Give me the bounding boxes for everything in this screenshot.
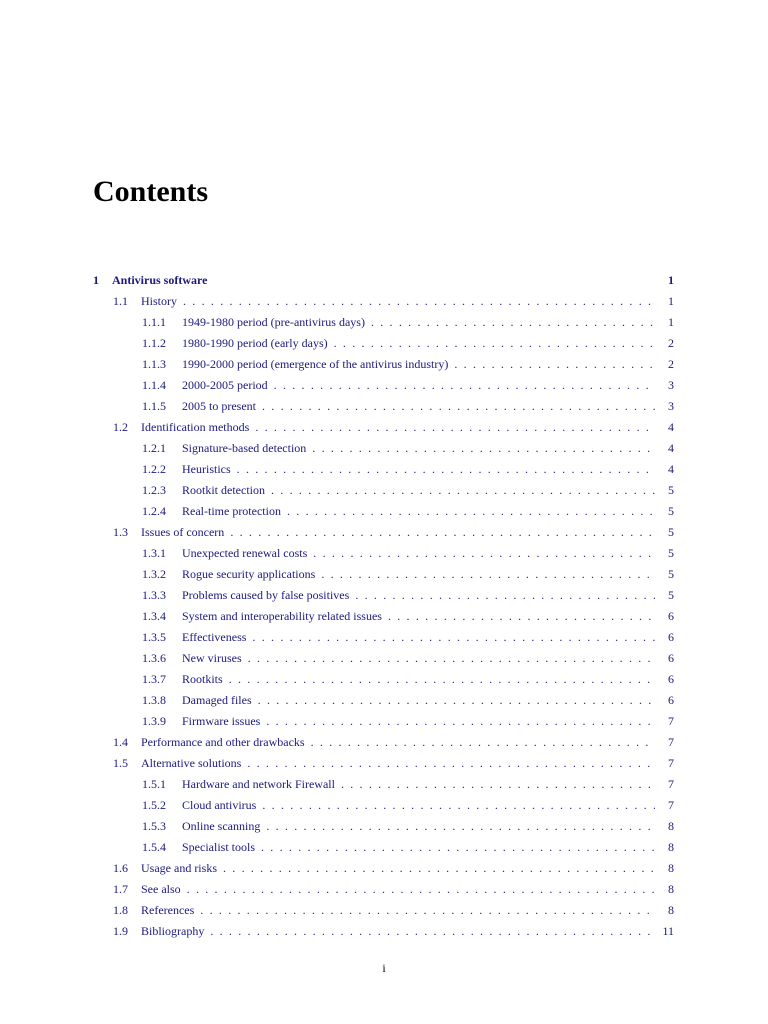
toc-entry[interactable] (0, 375, 768, 396)
toc-entry-line (182, 606, 655, 627)
toc-entry[interactable] (0, 417, 768, 438)
toc-entry-line (141, 417, 655, 438)
toc-entry-number: 1.5.3 (142, 819, 166, 833)
toc-entry[interactable] (0, 354, 768, 375)
toc-entry-number: 1.8 (113, 903, 128, 917)
toc-entry-line (182, 375, 655, 396)
dot-leader (262, 795, 655, 816)
table-of-contents (0, 270, 768, 942)
toc-entry-number: 1.1 (113, 294, 128, 308)
toc-entry-line (182, 774, 655, 795)
dot-leader (230, 522, 655, 543)
toc-entry-page[interactable]: 2 (668, 357, 674, 371)
toc-entry-line (182, 333, 655, 354)
dot-leader (252, 627, 655, 648)
toc-entry-label[interactable]: Specialist tools (182, 837, 261, 858)
toc-entry-page[interactable]: 3 (668, 378, 674, 392)
toc-entry-number: 1.3.8 (142, 693, 166, 707)
toc-entry[interactable] (0, 543, 768, 564)
toc-entry-label[interactable]: Antivirus software (112, 270, 213, 291)
toc-entry-number: 1.2.4 (142, 504, 166, 518)
toc-entry[interactable] (0, 900, 768, 921)
toc-entry[interactable] (0, 459, 768, 480)
toc-entry-line (141, 858, 655, 879)
toc-entry-line (182, 501, 655, 522)
toc-entry[interactable] (0, 606, 768, 627)
dot-leader (187, 879, 655, 900)
toc-entry-number: 1.3.1 (142, 546, 166, 560)
toc-entry-page[interactable]: 6 (668, 609, 674, 623)
toc-entry-page[interactable]: 5 (668, 504, 674, 518)
toc-entry-page[interactable]: 5 (668, 483, 674, 497)
toc-entry-page[interactable]: 5 (668, 525, 674, 539)
toc-entry-line (141, 900, 655, 921)
toc-entry-label[interactable]: Issues of concern (141, 522, 230, 543)
toc-entry-line (182, 354, 655, 375)
toc-entry[interactable] (0, 438, 768, 459)
toc-entry-line (182, 711, 655, 732)
toc-entry-page[interactable]: 11 (662, 924, 674, 938)
toc-entry-line (182, 627, 655, 648)
toc-entry[interactable] (0, 837, 768, 858)
dot-leader (229, 669, 655, 690)
toc-entry-label[interactable]: Bibliography (141, 921, 210, 942)
toc-entry-label[interactable]: 2005 to present (182, 396, 262, 417)
toc-entry-number: 1.3 (113, 525, 128, 539)
toc-entry-label[interactable]: 1949-1980 period (pre-antivirus days) (182, 312, 371, 333)
toc-entry-line (141, 753, 655, 774)
toc-entry-line (182, 816, 655, 837)
toc-entry-label[interactable]: Rogue security applications (182, 564, 321, 585)
toc-entry[interactable] (0, 711, 768, 732)
toc-entry-number: 1.5 (113, 756, 128, 770)
toc-entry-number: 1.1.5 (142, 399, 166, 413)
toc-entry[interactable] (0, 648, 768, 669)
toc-entry-label[interactable]: 1980-1990 period (early days) (182, 333, 334, 354)
toc-entry-label[interactable]: Performance and other drawbacks (141, 732, 311, 753)
toc-entry[interactable] (0, 690, 768, 711)
toc-entry-label[interactable]: Usage and risks (141, 858, 223, 879)
toc-entry-label[interactable]: Rootkits (182, 669, 229, 690)
dot-leader (258, 690, 655, 711)
dot-leader (454, 354, 655, 375)
toc-entry-line (182, 396, 655, 417)
toc-entry-number: 1.4 (113, 735, 128, 749)
toc-entry-page[interactable]: 8 (668, 840, 674, 854)
toc-entry-line (182, 312, 655, 333)
toc-entry-label[interactable]: Identification methods (141, 417, 255, 438)
toc-entry[interactable] (0, 585, 768, 606)
toc-entry-page[interactable]: 4 (668, 462, 674, 476)
dot-leader (388, 606, 655, 627)
toc-entry-label[interactable]: Unexpected renewal costs (182, 543, 313, 564)
toc-entry-number: 1.3.5 (142, 630, 166, 644)
toc-entry[interactable] (0, 858, 768, 879)
toc-entry-page[interactable]: 1 (668, 273, 674, 287)
dot-leader (237, 459, 655, 480)
toc-entry[interactable] (0, 291, 768, 312)
toc-entry-line (141, 879, 655, 900)
dot-leader (287, 501, 655, 522)
toc-entry[interactable] (0, 774, 768, 795)
dot-leader (312, 438, 655, 459)
toc-entry-page[interactable]: 5 (668, 567, 674, 581)
dot-leader (200, 900, 655, 921)
toc-entry-number: 1.2 (113, 420, 128, 434)
toc-entry-label[interactable]: Alternative solutions (141, 753, 247, 774)
toc-entry-line (141, 522, 655, 543)
dot-leader (210, 921, 655, 942)
toc-entry-label[interactable]: Hardware and network Firewall (182, 774, 341, 795)
toc-entry-label[interactable]: References (141, 900, 200, 921)
dot-leader (271, 480, 655, 501)
toc-entry-label[interactable]: Online scanning (182, 816, 266, 837)
dot-leader (255, 417, 655, 438)
toc-entry-line (182, 669, 655, 690)
toc-entry-line (182, 438, 655, 459)
toc-entry[interactable] (0, 795, 768, 816)
toc-entry-line (182, 585, 655, 606)
toc-entry-number: 1 (93, 273, 99, 287)
toc-entry[interactable] (0, 732, 768, 753)
toc-entry-line (141, 291, 655, 312)
toc-entry-page[interactable]: 6 (668, 693, 674, 707)
toc-entry-number: 1.2.1 (142, 441, 166, 455)
page-number: i (382, 961, 386, 975)
toc-entry-line (141, 921, 655, 942)
toc-entry-page[interactable]: 4 (668, 420, 674, 434)
toc-entry-page[interactable]: 1 (668, 315, 674, 329)
toc-entry-line (182, 459, 655, 480)
toc-entry-number: 1.3.6 (142, 651, 166, 665)
toc-entry[interactable] (0, 627, 768, 648)
toc-entry-number: 1.5.4 (142, 840, 166, 854)
toc-entry-number: 1.3.3 (142, 588, 166, 602)
toc-entry-label[interactable]: Effectiveness (182, 627, 252, 648)
toc-entry-label[interactable]: Cloud antivirus (182, 795, 262, 816)
dot-leader (274, 375, 655, 396)
dot-leader (223, 858, 655, 879)
toc-entry-number: 1.2.2 (142, 462, 166, 476)
toc-entry[interactable] (0, 396, 768, 417)
toc-entry-page[interactable]: 7 (668, 756, 674, 770)
toc-entry-number: 1.2.3 (142, 483, 166, 497)
toc-entry-page[interactable]: 7 (668, 714, 674, 728)
toc-entry-number: 1.9 (113, 924, 128, 938)
toc-entry-number: 1.5.1 (142, 777, 166, 791)
toc-entry-number: 1.3.2 (142, 567, 166, 581)
toc-entry-label[interactable]: System and interoperability related issues (182, 606, 388, 627)
toc-entry-number: 1.3.9 (142, 714, 166, 728)
toc-entry-number: 1.3.4 (142, 609, 166, 623)
toc-entry-page[interactable]: 7 (668, 798, 674, 812)
toc-entry-line (182, 795, 655, 816)
dot-leader (341, 774, 655, 795)
toc-entry-number: 1.1.4 (142, 378, 166, 392)
dot-leader (183, 291, 655, 312)
toc-entry-label[interactable]: Problems caused by false positives (182, 585, 355, 606)
toc-entry-page[interactable]: 2 (668, 336, 674, 350)
toc-entry[interactable] (0, 522, 768, 543)
toc-entry[interactable] (0, 921, 768, 942)
toc-entry-line (182, 543, 655, 564)
toc-entry-label[interactable]: Signature-based detection (182, 438, 312, 459)
dot-leader (313, 543, 655, 564)
toc-entry-page[interactable]: 7 (668, 777, 674, 791)
toc-entry-number: 1.3.7 (142, 672, 166, 686)
toc-entry-page[interactable]: 8 (668, 882, 674, 896)
toc-entry-page[interactable]: 5 (668, 546, 674, 560)
toc-entry-label[interactable]: See also (141, 879, 187, 900)
toc-entry-page[interactable]: 6 (668, 672, 674, 686)
toc-entry-line (112, 270, 655, 291)
toc-entry[interactable] (0, 879, 768, 900)
toc-entry-number: 1.1.1 (142, 315, 166, 329)
toc-entry-label[interactable]: 1990-2000 period (emergence of the antivirus industry) (182, 354, 454, 375)
toc-entry-label[interactable]: Real-time protection (182, 501, 287, 522)
toc-entry[interactable] (0, 669, 768, 690)
toc-entry-label[interactable]: Damaged files (182, 690, 258, 711)
toc-entry-page[interactable]: 6 (668, 651, 674, 665)
toc-entry[interactable] (0, 333, 768, 354)
toc-entry-label[interactable]: Firmware issues (182, 711, 266, 732)
toc-entry-page[interactable]: 5 (668, 588, 674, 602)
toc-entry-page[interactable]: 1 (668, 294, 674, 308)
toc-entry-label[interactable]: New viruses (182, 648, 248, 669)
toc-entry[interactable] (0, 480, 768, 501)
dot-leader (261, 837, 655, 858)
toc-entry-page[interactable]: 3 (668, 399, 674, 413)
toc-entry-page[interactable]: 4 (668, 441, 674, 455)
toc-entry-page[interactable]: 7 (668, 735, 674, 749)
dot-leader (321, 564, 655, 585)
toc-entry-number: 1.5.2 (142, 798, 166, 812)
dot-leader (266, 711, 655, 732)
dot-leader (371, 312, 655, 333)
toc-entry[interactable] (0, 816, 768, 837)
toc-entry-page[interactable]: 8 (668, 819, 674, 833)
toc-entry-label[interactable]: Heuristics (182, 459, 237, 480)
dot-leader (334, 333, 655, 354)
dot-leader (247, 753, 655, 774)
toc-entry-label[interactable]: Rootkit detection (182, 480, 271, 501)
toc-entry-line (141, 732, 655, 753)
toc-entry-line (182, 480, 655, 501)
toc-entry-page[interactable]: 6 (668, 630, 674, 644)
toc-entry[interactable] (0, 270, 768, 291)
toc-entry-label[interactable]: 2000-2005 period (182, 375, 274, 396)
toc-entry[interactable] (0, 501, 768, 522)
toc-entry-number: 1.6 (113, 861, 128, 875)
toc-entry-line (182, 690, 655, 711)
dot-leader (266, 816, 655, 837)
toc-entry-page[interactable]: 8 (668, 903, 674, 917)
toc-entry-label[interactable]: History (141, 291, 183, 312)
page-title: Contents (93, 175, 209, 208)
dot-leader (311, 732, 655, 753)
toc-entry-page[interactable]: 8 (668, 861, 674, 875)
dot-leader (248, 648, 655, 669)
toc-entry[interactable] (0, 753, 768, 774)
toc-entry-number: 1.7 (113, 882, 128, 896)
toc-entry[interactable] (0, 312, 768, 333)
dot-leader (262, 396, 655, 417)
toc-entry-number: 1.1.2 (142, 336, 166, 350)
toc-entry[interactable] (0, 564, 768, 585)
toc-entry-line (182, 648, 655, 669)
toc-entry-line (182, 837, 655, 858)
toc-entry-number: 1.1.3 (142, 357, 166, 371)
toc-entry-line (182, 564, 655, 585)
dot-leader (355, 585, 655, 606)
